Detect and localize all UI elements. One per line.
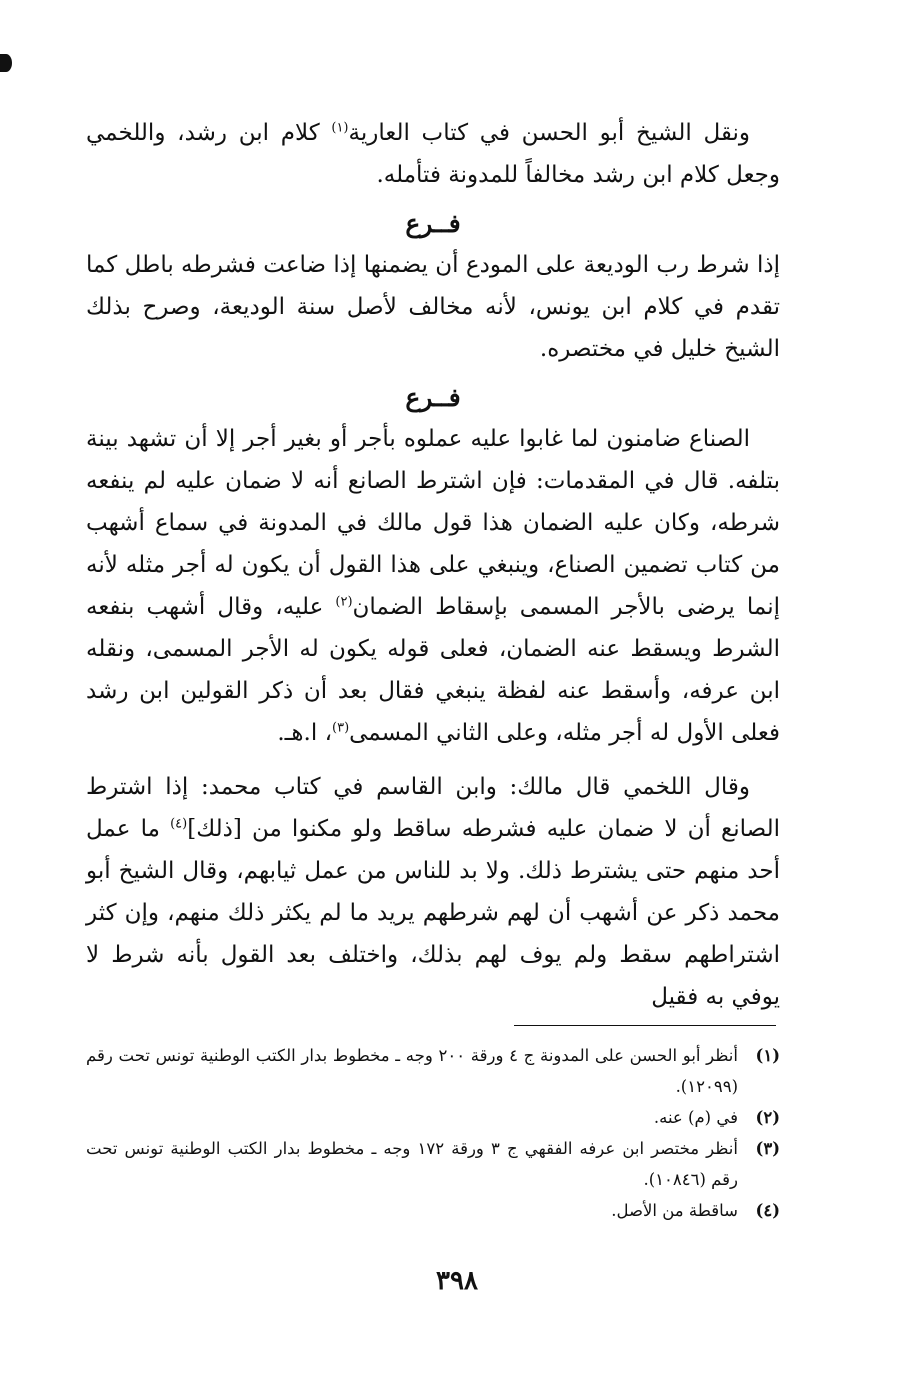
- footnote-text: في (م) عنه.: [653, 1108, 738, 1127]
- footnote-ref-2: (٢): [335, 594, 353, 610]
- paragraph-3-text-mid: عليه، وقال أشهب بنفعه الشرط ويسقط عنه الضمان، فعلى قوله يكون له الأجر المسمى، ونقله ابن عرفه، وأسقط عنه لفظة ينبغي فقال بعد أن ذكر القولين ابن رشد فعلى الأول له أجر مثله، وعلى الثاني المسمى: [86, 594, 780, 746]
- footnote-1: [86, 1040, 780, 1102]
- paragraph-2: إذا شرط رب الوديعة على المودع أن يضمنها إذا ضاعت فشرطه باطل كما تقدم في كلام ابن يونس، لأنه مخالف لأصل سنة الوديعة، وصرح بذلك الشيخ خليل في مختصره.: [86, 252, 780, 362]
- footnote-ref-3: (٣): [332, 720, 350, 736]
- paragraph-3-text: الصناع ضامنون لما غابوا عليه عملوه بأجر أو بغير أجر إلا أن تشهد بينة بتلفه. قال في المقدمات: فإن اشترط الصانع أنه لا ضمان عليه لم ينفعه شرطه، وكان عليه الضمان هذا قول مالك في المدونة في سماع أشهب من كتاب تضمين الصناع، وينبغي على هذا القول أن يكون له أجر مثله لأنه إنما يرضى بالأجر المسمى بإسقاط الضمان: [86, 426, 780, 620]
- footnotes: [86, 1040, 780, 1226]
- paragraph-3-text-end: ، ا.هـ.: [277, 720, 332, 746]
- footnote-4: [86, 1195, 780, 1226]
- footnote-text: أنظر مختصر ابن عرفه الفقهي ج ٣ ورقة ١٧٢ وجه ـ مخطوط بدار الكتب الوطنية تونس تحت رقم (١٠٨٤٦).: [86, 1139, 738, 1189]
- footnote-number: (٢): [755, 1108, 780, 1127]
- paragraph-4: [86, 766, 780, 1018]
- footnote-ref-4: (٤): [170, 816, 188, 832]
- footnote-number: (٤): [755, 1201, 780, 1220]
- page-number: ٣٩٨: [436, 1266, 478, 1296]
- footnote-ref-1: (١): [331, 120, 349, 136]
- scan-edge-mark: [0, 54, 12, 72]
- paragraph-1-text: ونقل الشيخ أبو الحسن في كتاب العارية: [348, 120, 751, 146]
- paragraph-4-text-rest: ما عمل أحد منهم حتى يشترط ذلك. ولا بد للناس من عمل ثيابهم، وقال الشيخ أبو محمد ذكر عن أشهب أن لهم شرطهم يريد ما لم يكثر ذلك منهم، وإن كثر اشتراطهم سقط ولم يوف لهم بذلك، واختلف بعد القول بأنه شرط لا يوفي به فقيل: [86, 816, 780, 1010]
- footnote-text: أنظر أبو الحسن على المدونة ج ٤ ورقة ٢٠٠ وجه ـ مخطوط بدار الكتب الوطنية تونس تحت رقم (١٢٠٩٩).: [86, 1046, 738, 1096]
- paragraph-1-text-rest: كلام ابن رشد، واللخمي وجعل كلام ابن رشد مخالفاً للمدونة فتأمله.: [86, 120, 780, 188]
- paragraph-3: [86, 418, 780, 754]
- paragraph-1: [86, 112, 780, 196]
- footnote-number: (٣): [755, 1139, 780, 1158]
- page-body: [86, 112, 780, 1018]
- footnote-number: (١): [755, 1046, 780, 1065]
- footnote-text: ساقطة من الأصل.: [611, 1201, 738, 1220]
- section-heading-2: فــرع: [405, 383, 461, 412]
- paragraph-4-text: وقال اللخمي قال مالك: وابن القاسم في كتاب محمد: إذا اشترط الصانع أن لا ضمان عليه فشرطه ساقط ولو مكنوا من [ذلك]: [86, 774, 781, 842]
- footnote-divider: [514, 1025, 776, 1026]
- section-heading-1: فــرع: [405, 209, 461, 238]
- footnote-3: [86, 1133, 780, 1195]
- footnote-2: [86, 1102, 780, 1133]
